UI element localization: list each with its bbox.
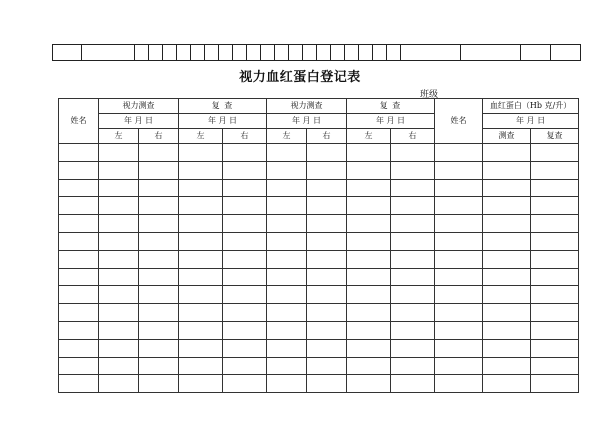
- entry-cell[interactable]: [307, 215, 347, 233]
- strip-box[interactable]: [275, 45, 289, 61]
- strip-box[interactable]: [205, 45, 219, 61]
- registration-table: [58, 98, 579, 393]
- entry-cell[interactable]: [435, 197, 483, 215]
- entry-cell[interactable]: [435, 286, 483, 304]
- entry-cell[interactable]: [435, 357, 483, 375]
- entry-cell[interactable]: [223, 232, 267, 250]
- entry-cell[interactable]: [99, 144, 139, 162]
- entry-cell[interactable]: [347, 286, 391, 304]
- entry-cell[interactable]: [307, 161, 347, 179]
- entry-cell[interactable]: [435, 321, 483, 339]
- entry-cell[interactable]: [391, 144, 435, 162]
- entry-cell[interactable]: [435, 339, 483, 357]
- entry-cell[interactable]: [531, 357, 579, 375]
- header-row-3: [59, 129, 579, 144]
- entry-cell[interactable]: [483, 375, 531, 393]
- table-row: [59, 144, 579, 162]
- entry-cell[interactable]: [531, 268, 579, 286]
- strip-box[interactable]: [191, 45, 205, 61]
- entry-cell[interactable]: [267, 179, 307, 197]
- left-eye-header: 左: [179, 129, 223, 144]
- entry-cell[interactable]: [139, 144, 179, 162]
- entry-cell[interactable]: [99, 304, 139, 322]
- strip-box[interactable]: [387, 45, 401, 61]
- entry-cell[interactable]: [307, 357, 347, 375]
- entry-cell[interactable]: [267, 357, 307, 375]
- strip-box[interactable]: [247, 45, 261, 61]
- entry-cell[interactable]: [483, 304, 531, 322]
- strip-box[interactable]: [289, 45, 303, 61]
- entry-cell[interactable]: [179, 321, 223, 339]
- entry-cell[interactable]: [99, 215, 139, 233]
- recheck-header-1: 复 查: [179, 99, 267, 114]
- hb-date-cell[interactable]: 年 月 日: [483, 114, 579, 129]
- date-cell-2[interactable]: 年 月 日: [179, 114, 267, 129]
- entry-cell[interactable]: [531, 197, 579, 215]
- table-row: [59, 250, 579, 268]
- entry-cell[interactable]: [99, 179, 139, 197]
- left-eye-header: 左: [99, 129, 139, 144]
- entry-cell[interactable]: [139, 161, 179, 179]
- strip-box[interactable]: [149, 45, 163, 61]
- top-strip-boxes: [52, 44, 581, 61]
- entry-cell[interactable]: [347, 232, 391, 250]
- entry-cell[interactable]: [435, 304, 483, 322]
- date-cell-3[interactable]: 年 月 日: [267, 114, 347, 129]
- entry-cell[interactable]: [223, 215, 267, 233]
- entry-cell[interactable]: [531, 339, 579, 357]
- form-title: 视力血红蛋白登记表: [239, 70, 361, 85]
- entry-cell[interactable]: [347, 179, 391, 197]
- entry-cell[interactable]: [307, 339, 347, 357]
- entry-cell[interactable]: [179, 144, 223, 162]
- entry-cell[interactable]: [307, 179, 347, 197]
- top-strip-row: [53, 45, 581, 61]
- entry-cell[interactable]: [267, 197, 307, 215]
- entry-cell[interactable]: [531, 286, 579, 304]
- entry-cell[interactable]: [531, 179, 579, 197]
- name-header: 姓名: [59, 99, 99, 144]
- entry-cell[interactable]: [99, 197, 139, 215]
- table-row: [59, 197, 579, 215]
- entry-cell[interactable]: [307, 304, 347, 322]
- entry-cell[interactable]: [391, 232, 435, 250]
- entry-cell[interactable]: [139, 339, 179, 357]
- entry-cell[interactable]: [307, 286, 347, 304]
- entry-cell[interactable]: [179, 197, 223, 215]
- entry-cell[interactable]: [347, 197, 391, 215]
- entry-cell[interactable]: [267, 375, 307, 393]
- entry-cell[interactable]: [435, 144, 483, 162]
- entry-cell[interactable]: [267, 144, 307, 162]
- entry-cell[interactable]: [391, 197, 435, 215]
- entry-cell[interactable]: [483, 161, 531, 179]
- strip-box[interactable]: [373, 45, 387, 61]
- entry-cell[interactable]: [139, 232, 179, 250]
- table-row: [59, 321, 579, 339]
- entry-cell[interactable]: [391, 250, 435, 268]
- entry-cell[interactable]: [391, 304, 435, 322]
- entry-cell[interactable]: [435, 161, 483, 179]
- strip-box[interactable]: [345, 45, 359, 61]
- strip-box[interactable]: [317, 45, 331, 61]
- entry-cell[interactable]: [223, 161, 267, 179]
- header-row-1: [59, 99, 579, 114]
- entry-cell[interactable]: [531, 215, 579, 233]
- entry-cell[interactable]: [307, 250, 347, 268]
- entry-cell[interactable]: [267, 250, 307, 268]
- entry-cell[interactable]: [391, 161, 435, 179]
- entry-cell[interactable]: [223, 321, 267, 339]
- entry-cell[interactable]: [483, 144, 531, 162]
- strip-box[interactable]: [359, 45, 373, 61]
- entry-cell[interactable]: [391, 321, 435, 339]
- strip-box[interactable]: [461, 45, 521, 61]
- entry-cell[interactable]: [483, 321, 531, 339]
- entry-cell[interactable]: [179, 375, 223, 393]
- entry-cell[interactable]: [347, 161, 391, 179]
- entry-cell[interactable]: [179, 268, 223, 286]
- entry-cell[interactable]: [179, 232, 223, 250]
- entry-cell[interactable]: [347, 304, 391, 322]
- entry-cell[interactable]: [99, 268, 139, 286]
- entry-cell[interactable]: [267, 304, 307, 322]
- hemoglobin-header: 血红蛋白（Hb 克/升）: [483, 99, 579, 114]
- entry-cell[interactable]: [531, 144, 579, 162]
- entry-cell[interactable]: [99, 161, 139, 179]
- entry-cell[interactable]: [307, 197, 347, 215]
- entry-cell[interactable]: [267, 286, 307, 304]
- table-row: [59, 357, 579, 375]
- entry-cell[interactable]: [483, 339, 531, 357]
- entry-cell[interactable]: [307, 232, 347, 250]
- entry-cell[interactable]: [267, 215, 307, 233]
- entry-cell[interactable]: [391, 215, 435, 233]
- entry-cell[interactable]: [391, 339, 435, 357]
- entry-cell[interactable]: [435, 179, 483, 197]
- entry-cell[interactable]: [99, 339, 139, 357]
- entry-cell[interactable]: [59, 286, 99, 304]
- entry-cell[interactable]: [223, 179, 267, 197]
- entry-cell[interactable]: [59, 161, 99, 179]
- entry-cell[interactable]: [483, 197, 531, 215]
- entry-cell[interactable]: [531, 250, 579, 268]
- entry-cell[interactable]: [483, 232, 531, 250]
- entry-cell[interactable]: [435, 250, 483, 268]
- entry-cell[interactable]: [223, 339, 267, 357]
- entry-cell[interactable]: [179, 215, 223, 233]
- entry-cell[interactable]: [59, 321, 99, 339]
- entry-cell[interactable]: [59, 197, 99, 215]
- entry-cell[interactable]: [531, 232, 579, 250]
- entry-cell[interactable]: [483, 179, 531, 197]
- strip-box[interactable]: [177, 45, 191, 61]
- entry-cell[interactable]: [59, 215, 99, 233]
- entry-cell[interactable]: [435, 268, 483, 286]
- entry-cell[interactable]: [139, 304, 179, 322]
- strip-box[interactable]: [551, 45, 581, 61]
- entry-cell[interactable]: [99, 286, 139, 304]
- entry-cell[interactable]: [483, 357, 531, 375]
- date-cell-4[interactable]: 年 月 日: [347, 114, 435, 129]
- entry-cell[interactable]: [391, 268, 435, 286]
- entry-cell[interactable]: [139, 215, 179, 233]
- entry-cell[interactable]: [139, 321, 179, 339]
- left-eye-header: 左: [347, 129, 391, 144]
- entry-cell[interactable]: [391, 286, 435, 304]
- strip-box[interactable]: [163, 45, 177, 61]
- entry-cell[interactable]: [179, 286, 223, 304]
- entry-cell[interactable]: [179, 250, 223, 268]
- entry-cell[interactable]: [59, 304, 99, 322]
- table-row: [59, 268, 579, 286]
- right-eye-header: 右: [223, 129, 267, 144]
- entry-cell[interactable]: [307, 321, 347, 339]
- entry-cell[interactable]: [139, 250, 179, 268]
- entry-cell[interactable]: [483, 250, 531, 268]
- recheck-header-2: 复 查: [347, 99, 435, 114]
- entry-cell[interactable]: [223, 197, 267, 215]
- strip-box[interactable]: [135, 45, 149, 61]
- strip-box[interactable]: [331, 45, 345, 61]
- entry-cell[interactable]: [267, 321, 307, 339]
- entry-cell[interactable]: [435, 375, 483, 393]
- entry-cell[interactable]: [307, 375, 347, 393]
- entry-cell[interactable]: [59, 375, 99, 393]
- table-row: [59, 161, 579, 179]
- entry-cell[interactable]: [99, 250, 139, 268]
- table-row: [59, 232, 579, 250]
- strip-box[interactable]: [303, 45, 317, 61]
- header-row-2: [59, 114, 579, 129]
- entry-cell[interactable]: [139, 375, 179, 393]
- entry-cell[interactable]: [483, 215, 531, 233]
- entry-cell[interactable]: [223, 357, 267, 375]
- entry-cell[interactable]: [435, 215, 483, 233]
- table-row: [59, 304, 579, 322]
- entry-cell[interactable]: [179, 179, 223, 197]
- entry-cell[interactable]: [59, 144, 99, 162]
- entry-cell[interactable]: [139, 357, 179, 375]
- entry-cell[interactable]: [59, 179, 99, 197]
- entry-cell[interactable]: [347, 375, 391, 393]
- entry-cell[interactable]: [307, 268, 347, 286]
- hb-test-header: 测查: [483, 129, 531, 144]
- entry-cell[interactable]: [99, 375, 139, 393]
- entry-cell[interactable]: [223, 375, 267, 393]
- entry-cell[interactable]: [307, 144, 347, 162]
- entry-cell[interactable]: [531, 161, 579, 179]
- strip-box[interactable]: [261, 45, 275, 61]
- entry-cell[interactable]: [347, 357, 391, 375]
- table-row: [59, 375, 579, 393]
- entry-cell[interactable]: [59, 232, 99, 250]
- strip-box[interactable]: [233, 45, 247, 61]
- entry-cell[interactable]: [347, 250, 391, 268]
- entry-cell[interactable]: [139, 268, 179, 286]
- strip-box[interactable]: [521, 45, 551, 61]
- entry-cell[interactable]: [223, 268, 267, 286]
- entry-cell[interactable]: [267, 339, 307, 357]
- date-cell-1[interactable]: 年 月 日: [99, 114, 179, 129]
- entry-cell[interactable]: [531, 375, 579, 393]
- entry-cell[interactable]: [99, 321, 139, 339]
- entry-cell[interactable]: [139, 286, 179, 304]
- entry-cell[interactable]: [59, 268, 99, 286]
- entry-cell[interactable]: [59, 339, 99, 357]
- left-eye-header: 左: [267, 129, 307, 144]
- entry-cell[interactable]: [531, 321, 579, 339]
- entry-cell[interactable]: [223, 144, 267, 162]
- entry-cell[interactable]: [267, 232, 307, 250]
- vision-test-header-2: 视力测查: [267, 99, 347, 114]
- right-eye-header: 右: [139, 129, 179, 144]
- table-row: [59, 179, 579, 197]
- entry-cell[interactable]: [179, 304, 223, 322]
- table-row: [59, 286, 579, 304]
- hb-recheck-header: 复查: [531, 129, 579, 144]
- entry-cell[interactable]: [139, 197, 179, 215]
- entry-cell[interactable]: [483, 268, 531, 286]
- right-eye-header: 右: [391, 129, 435, 144]
- entry-cell[interactable]: [483, 286, 531, 304]
- entry-cell[interactable]: [435, 232, 483, 250]
- entry-cell[interactable]: [531, 304, 579, 322]
- entry-cell[interactable]: [267, 268, 307, 286]
- strip-box[interactable]: [82, 45, 135, 61]
- entry-cell[interactable]: [347, 144, 391, 162]
- table-row: [59, 339, 579, 357]
- entry-cell[interactable]: [59, 250, 99, 268]
- entry-cell[interactable]: [223, 304, 267, 322]
- entry-cell[interactable]: [139, 179, 179, 197]
- name-header-2: 姓名: [435, 99, 483, 144]
- entry-cell[interactable]: [267, 161, 307, 179]
- entry-cell[interactable]: [223, 286, 267, 304]
- entry-cell[interactable]: [347, 215, 391, 233]
- class-label: 班级: [420, 90, 439, 100]
- entry-cell[interactable]: [391, 375, 435, 393]
- entry-cell[interactable]: [179, 357, 223, 375]
- right-eye-header: 右: [307, 129, 347, 144]
- entry-cell[interactable]: [99, 232, 139, 250]
- entry-cell[interactable]: [391, 357, 435, 375]
- entry-cell[interactable]: [223, 250, 267, 268]
- entry-cell[interactable]: [347, 339, 391, 357]
- strip-box[interactable]: [53, 45, 82, 61]
- entry-cell[interactable]: [59, 357, 99, 375]
- table-row: [59, 215, 579, 233]
- entry-cell[interactable]: [347, 268, 391, 286]
- entry-cell[interactable]: [391, 179, 435, 197]
- strip-box[interactable]: [401, 45, 461, 61]
- vision-test-header-1: 视力测查: [99, 99, 179, 114]
- strip-box[interactable]: [219, 45, 233, 61]
- entry-cell[interactable]: [99, 357, 139, 375]
- entry-cell[interactable]: [347, 321, 391, 339]
- entry-cell[interactable]: [179, 339, 223, 357]
- entry-cell[interactable]: [179, 161, 223, 179]
